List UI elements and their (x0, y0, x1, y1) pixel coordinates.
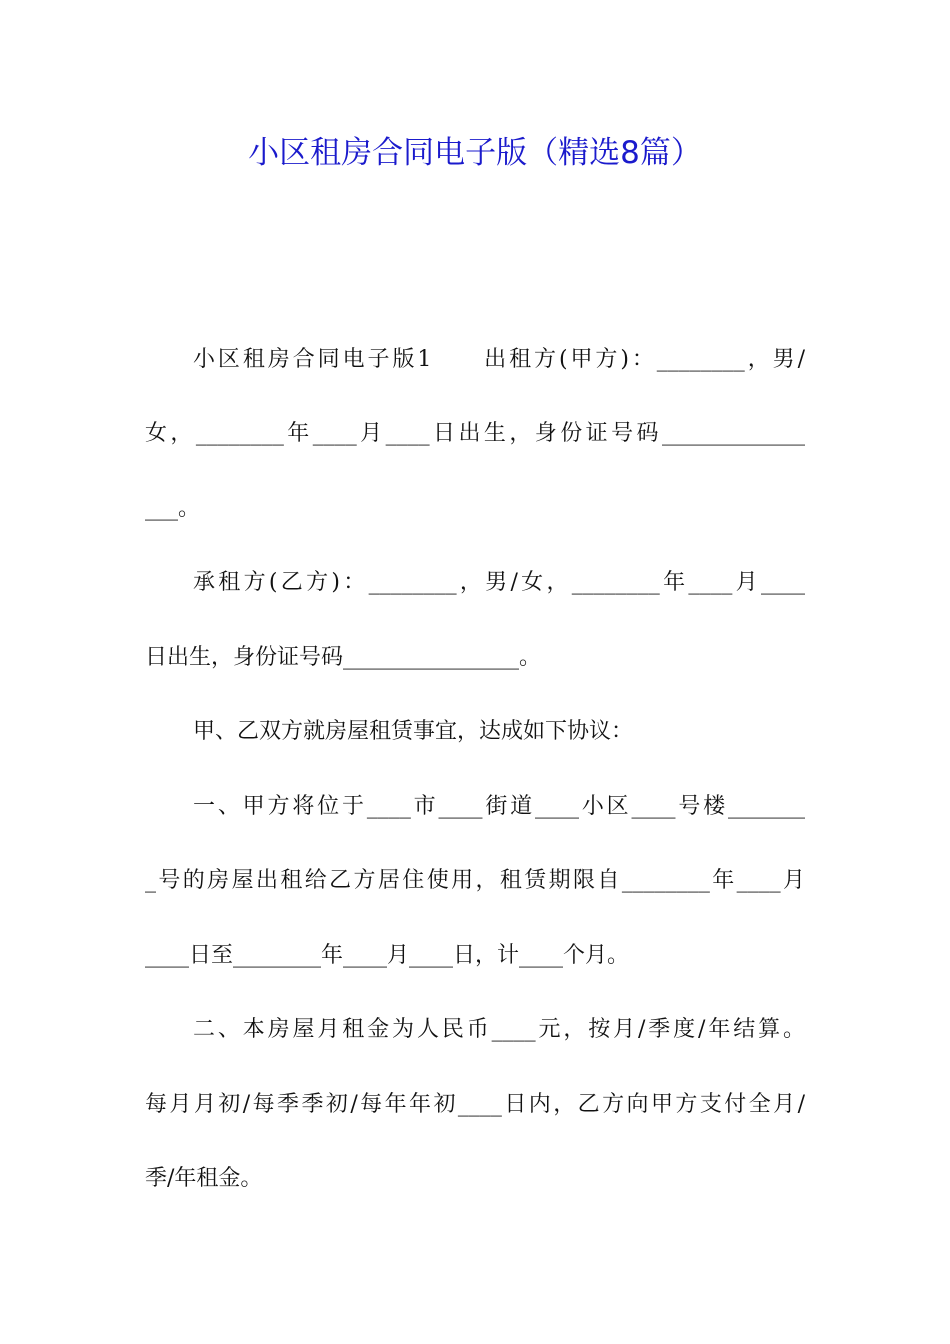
paragraph-line-10: 二、本房屋月租金为人民币____元，按月/季度/年结算。 (193, 1017, 805, 1042)
paragraph-line-11: 每月月初/每季季初/每年年初____日内，乙方向甲方支付全月/ (145, 1092, 805, 1117)
paragraph-line-7: 一、甲方将位于____市____街道____小区____号楼_______ (193, 794, 805, 819)
paragraph-line-9: ____日至________年____月____日，计____个月。 (145, 943, 630, 968)
paragraph-line-3: ___。 (145, 496, 201, 521)
paragraph-line-5: 日出生，身份证号码________________。 (145, 645, 542, 670)
paragraph-line-6: 甲、乙双方就房屋租赁事宜，达成如下协议： (193, 719, 634, 744)
paragraph-line-4: 承租方(乙方)：________，男/女，________年____月____ (193, 570, 805, 595)
paragraph-line-12: 季/年租金。 (145, 1166, 263, 1191)
paragraph-line-8: _号的房屋出租给乙方居住使用，租赁期限自________年____月 (145, 868, 805, 893)
paragraph-line-1: 小区租房合同电子版1 出租方(甲方)：________，男/ (193, 347, 805, 372)
paragraph-line-2: 女，________年____月____日出生，身份证号码_____________ (145, 421, 805, 446)
document-title: 小区租房合同电子版（精选8篇） (248, 135, 702, 171)
